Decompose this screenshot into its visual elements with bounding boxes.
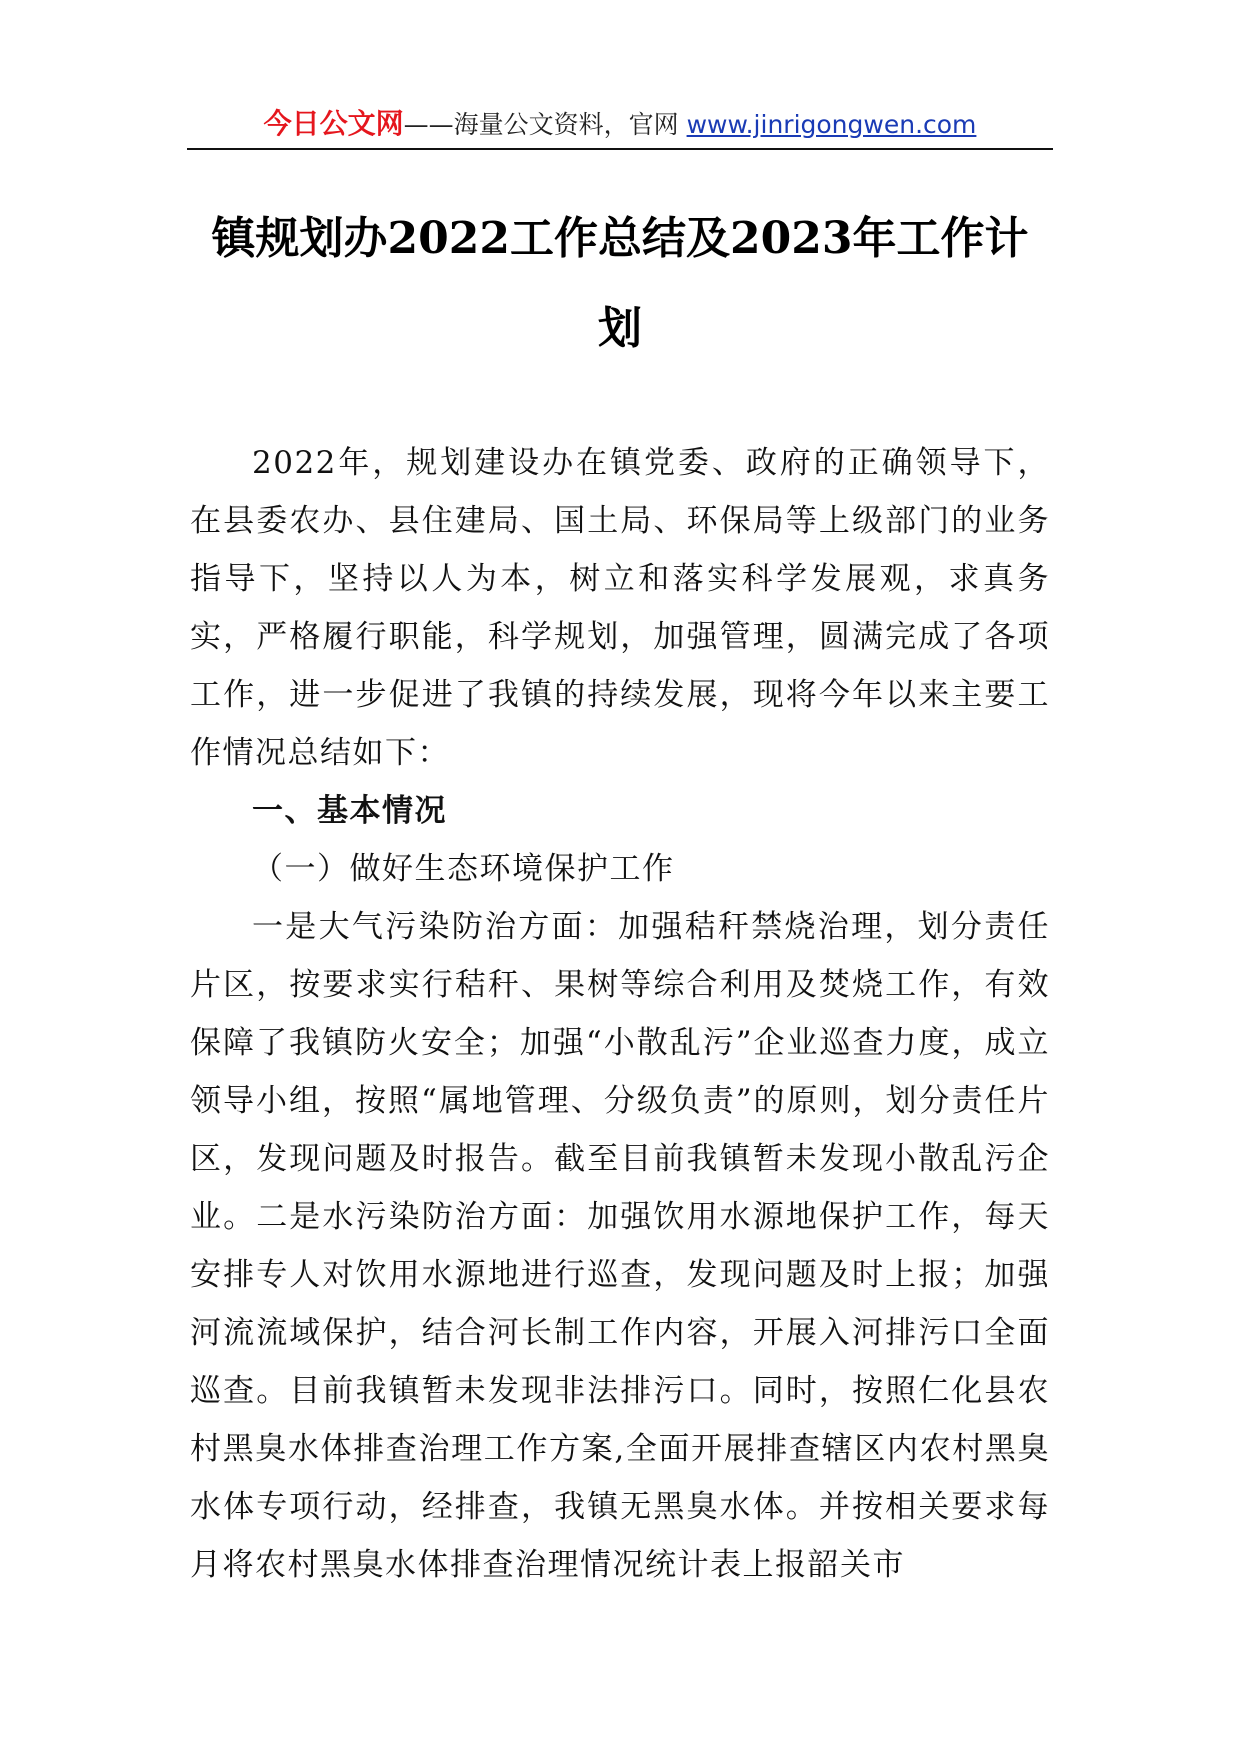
- document-title: 镇规划办2022工作总结及2023年工作计划: [211, 213, 1029, 354]
- website-link[interactable]: www.jinrigongwen.com: [686, 110, 977, 139]
- header-slogan: ——海量公文资料，官网: [403, 110, 679, 139]
- body-paragraph: 一是大气污染防治方面：加强秸秆禁烧治理，划分责任片区，按要求实行秸秆、果树等综合利用及焚烧工作，有效保障了我镇防火安全；加强“小散乱污”企业巡查力度，成立领导小组，按照“属地管理、分级负责”的原则，划分责任片区，发现问题及时报告。截至目前我镇暂未发现小散乱污企业。二是水污染防治方面：加强饮用水源地保护工作，每天安排专人对饮用水源地进行巡查，发现问题及时上报；加强河流流域保护，结合河长制工作内容，开展入河排污口全面巡查。目前我镇暂未发现非法排污口。同时，按照仁化县农村黑臭水体排查治理工作方案,全面开展排查辖区内农村黑臭水体专项行动，经排查，我镇无黑臭水体。并按相关要求每月将农村黑臭水体排查治理情况统计表上报韶关市: [190, 909, 1050, 1583]
- page-header: [187, 102, 1053, 146]
- header-divider: [187, 148, 1053, 150]
- subsection-heading: （一）做好生态环境保护工作: [252, 851, 675, 887]
- brand-name: 今日公文网: [263, 107, 404, 140]
- section-heading: 一、基本情况: [252, 793, 447, 829]
- document-body: [190, 434, 1050, 1594]
- intro-paragraph: 2022年，规划建设办在镇党委、政府的正确领导下，在县委农办、县住建局、国土局、环保局等上级部门的业务指导下，坚持以人为本，树立和落实科学发展观，求真务实，严格履行职能，科学规划，加强管理，圆满完成了各项工作，进一步促进了我镇的持续发展，现将今年以来主要工作情况总结如下：: [190, 445, 1050, 771]
